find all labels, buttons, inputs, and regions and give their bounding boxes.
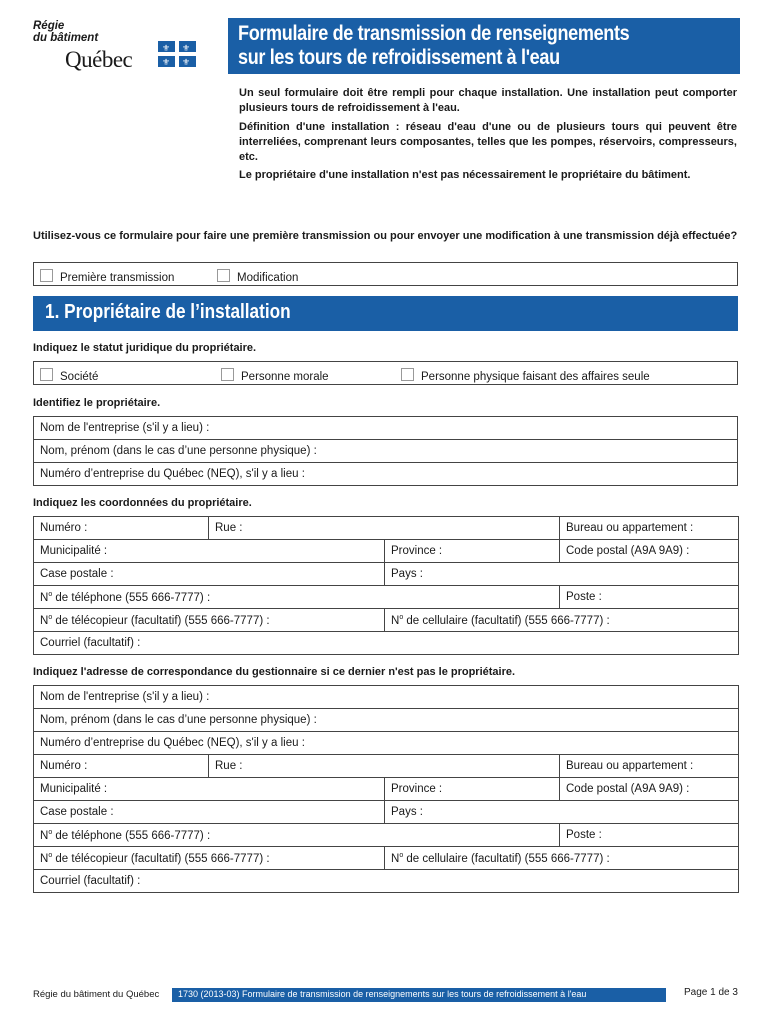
field-cellulaire[interactable]	[385, 609, 739, 632]
no-superscript: o	[48, 851, 53, 859]
no-prefix: N	[391, 852, 400, 865]
rbq-logo	[33, 20, 203, 76]
footer-org: Régie du bâtiment du Québec	[33, 989, 160, 1000]
svg-text:⚜: ⚜	[182, 44, 191, 54]
field-gest-courriel[interactable]: Courriel (facultatif) :	[34, 870, 739, 893]
statut-options	[33, 361, 738, 385]
field-bureau[interactable]: Bureau ou appartement :	[560, 517, 739, 540]
field-nom-entreprise[interactable]: Nom de l'entreprise (s'il y a lieu) :	[34, 417, 738, 440]
option-societe[interactable]	[40, 368, 98, 383]
no-prefix: N	[40, 829, 49, 842]
owner-coordinates-label: Indiquez les coordonnées du propriétaire.	[33, 497, 252, 509]
intro-paragraph-1: Un seul formulaire doit être rempli pour chaque installation. Une installation peut comporter plusieurs tours de refroidissement à l'eau.	[239, 87, 737, 114]
checkbox[interactable]	[40, 368, 53, 381]
cellulaire-label: de cellulaire (facultatif) (555 666-7777) :	[403, 852, 610, 865]
statut-juridique-label: Indiquez le statut juridique du propriétaire.	[33, 342, 257, 354]
option-premiere-transmission[interactable]	[40, 269, 174, 284]
field-gest-nom-entreprise[interactable]: Nom de l'entreprise (s'il y a lieu) :	[34, 686, 739, 709]
field-gest-nom-prenom[interactable]: Nom, prénom (dans le cas d’une personne physique) :	[34, 709, 739, 732]
telecopieur-label: de télécopieur (facultatif) (555 666-7777) :	[52, 852, 270, 865]
logo-line-1: Régie	[33, 20, 65, 32]
checkbox[interactable]	[401, 368, 414, 381]
cellulaire-label: de cellulaire (facultatif) (555 666-7777) :	[403, 614, 610, 627]
field-province[interactable]: Province :	[385, 540, 560, 563]
field-gest-province[interactable]: Province :	[385, 778, 560, 801]
field-municipalite[interactable]: Municipalité :	[34, 540, 385, 563]
form-title-bar	[228, 18, 740, 74]
no-superscript: o	[48, 828, 53, 836]
field-case-postale[interactable]: Case postale :	[34, 563, 385, 586]
field-numero[interactable]: Numéro :	[34, 517, 209, 540]
option-label: Personne physique faisant des affaires seule	[421, 371, 650, 383]
section-1-header	[33, 296, 738, 331]
telephone-label: de téléphone (555 666-7777) :	[52, 829, 211, 842]
option-personne-physique[interactable]	[401, 368, 650, 383]
no-prefix: N	[40, 614, 49, 627]
page-number: Page 1 de 3	[684, 987, 738, 998]
identify-owner-label: Identifiez le propriétaire.	[33, 397, 161, 409]
field-gest-rue[interactable]: Rue :	[209, 755, 560, 778]
section-1-title: 1. Propriétaire de l’installation	[45, 301, 291, 323]
transmission-question: Utilisez-vous ce formulaire pour faire une première transmission ou pour envoyer une modification à une transmission déjà effectuée?	[33, 230, 738, 242]
footer-form-reference	[172, 988, 666, 1002]
field-gest-poste[interactable]: Poste :	[560, 824, 739, 847]
field-nom-prenom[interactable]: Nom, prénom (dans le cas d’une personne physique) :	[34, 440, 738, 463]
svg-text:⚜: ⚜	[162, 44, 171, 54]
no-superscript: o	[399, 613, 404, 621]
checkbox[interactable]	[40, 269, 53, 282]
gestionnaire-label: Indiquez l'adresse de correspondance du gestionnaire si ce dernier n'est pas le propriétaire.	[33, 666, 516, 678]
logo-brand: Québec	[65, 47, 133, 72]
telephone-label: de téléphone (555 666-7777) :	[52, 591, 211, 604]
field-courriel[interactable]: Courriel (facultatif) :	[34, 632, 739, 655]
option-personne-morale[interactable]	[221, 368, 329, 383]
no-prefix: N	[40, 591, 49, 604]
field-rue[interactable]: Rue :	[209, 517, 560, 540]
logo-org-name	[33, 20, 98, 44]
field-gest-numero[interactable]: Numéro :	[34, 755, 209, 778]
field-pays[interactable]: Pays :	[385, 563, 739, 586]
field-poste[interactable]: Poste :	[560, 586, 739, 609]
form-title-line-1: Formulaire de transmission de renseignements	[238, 22, 630, 45]
field-gest-bureau[interactable]: Bureau ou appartement :	[560, 755, 739, 778]
field-gest-pays[interactable]: Pays :	[385, 801, 739, 824]
field-gest-telecopieur[interactable]	[34, 847, 385, 870]
quebec-flag-icon	[158, 41, 196, 67]
option-label: Première transmission	[60, 272, 175, 284]
field-telecopieur[interactable]	[34, 609, 385, 632]
field-gest-municipalite[interactable]: Municipalité :	[34, 778, 385, 801]
checkbox[interactable]	[221, 368, 234, 381]
field-gest-neq[interactable]: Numéro d’entreprise du Québec (NEQ), s'il y a lieu :	[34, 732, 739, 755]
no-prefix: N	[40, 852, 49, 865]
transmission-options	[33, 262, 738, 286]
option-label: Personne morale	[241, 371, 329, 383]
field-gest-cellulaire[interactable]	[385, 847, 739, 870]
option-label: Société	[60, 371, 99, 383]
option-label: Modification	[237, 272, 299, 284]
logo-line-2: du bâtiment	[33, 32, 99, 44]
no-prefix: N	[391, 614, 400, 627]
field-gest-code-postal[interactable]: Code postal (A9A 9A9) :	[560, 778, 739, 801]
owner-coordinates-table	[33, 516, 739, 655]
form-title-line-2: sur les tours de refroidissement à l'eau	[238, 46, 560, 69]
intro-paragraph-2: Définition d'une installation : réseau d'eau d'une ou de plusieurs tours qui peuvent être interreliées, comprenant leurs composantes, telles que les pompes, réservoirs, compresseurs, etc.	[239, 121, 737, 163]
checkbox[interactable]	[217, 269, 230, 282]
svg-text:⚜: ⚜	[182, 58, 191, 67]
field-gest-case-postale[interactable]: Case postale :	[34, 801, 385, 824]
gestionnaire-table	[33, 685, 739, 893]
option-modification[interactable]	[217, 269, 298, 284]
field-code-postal[interactable]: Code postal (A9A 9A9) :	[560, 540, 739, 563]
intro-paragraph-3: Le propriétaire d'une installation n'est pas nécessairement le propriétaire du bâtiment.	[239, 169, 691, 181]
no-superscript: o	[399, 851, 404, 859]
footer-form-reference-text: 1730 (2013-03) Formulaire de transmission de renseignements sur les tours de refroidissement à l'eau	[178, 989, 587, 999]
no-superscript: o	[48, 613, 53, 621]
form-title	[238, 22, 629, 70]
no-superscript: o	[48, 590, 53, 598]
telecopieur-label: de télécopieur (facultatif) (555 666-7777) :	[52, 614, 270, 627]
field-gest-telephone[interactable]	[34, 824, 560, 847]
field-neq[interactable]: Numéro d’entreprise du Québec (NEQ), s'il y a lieu :	[34, 463, 738, 486]
field-telephone[interactable]	[34, 586, 560, 609]
svg-text:⚜: ⚜	[162, 58, 171, 67]
owner-identity-table	[33, 416, 738, 486]
